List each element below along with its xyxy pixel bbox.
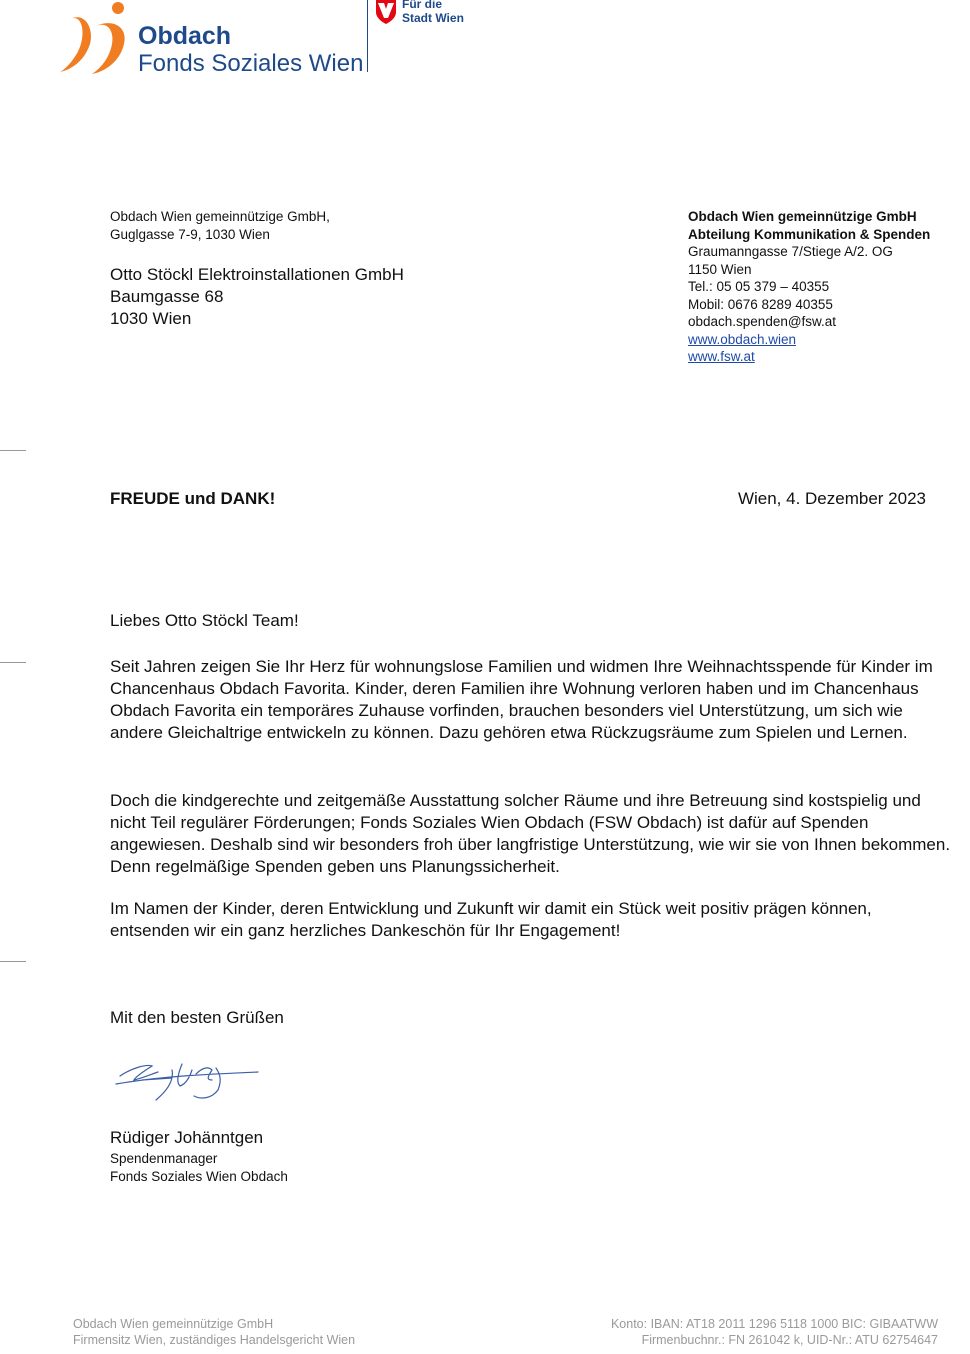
paragraph-text: Im Namen der Kinder, deren Entwicklung und Zukunft wir damit ein Stück weit positiv prägen können, entsenden wir ein ganz herzliches Dankeschön für Ihr Engagement! xyxy=(110,899,872,940)
recipient-street: Baumgasse 68 xyxy=(110,287,224,306)
contact-dept: Abteilung Kommunikation & Spenden xyxy=(688,226,931,242)
contact-email: obdach.spenden@fsw.at xyxy=(688,314,837,329)
logo-divider xyxy=(367,0,368,72)
letter-paragraph-2 xyxy=(110,790,955,878)
paragraph-text: Doch die kindgerechte und zeitgemäße Ausstattung solcher Räume und ihre Betreuung sind kostspielig und nicht Teil regulärer Förderungen; Fonds Soziales Wien Obdach (FSW Obdach) ist dafür auf Spenden angewiesen. Deshalb sind wir besonders froh über langfristige Unterstützung, wie wir sie von Ihnen bekommen. Denn regelmäßige Spenden geben uns Planungssicherheit. xyxy=(110,791,951,876)
footer-left xyxy=(73,1316,355,1348)
handwritten-signature-icon xyxy=(112,1050,262,1106)
logo-brand: Obdach xyxy=(138,22,232,50)
contact-mobile: Mobil: 0676 8289 40355 xyxy=(688,296,833,312)
paragraph-text: Seit Jahren zeigen Sie Ihr Herz für wohnungslose Familien und widmen Ihre Weihnachtsspende für Kinder im Chancenhaus Obdach Favorita. Kinder, deren Familien ihre Wohnung verloren haben und im Chancenhaus Obdach Favorita ein temporäres Zuhause vorfinden, brauchen besonders viel Unterstützung, um sich wie andere Gleichaltrige entwickeln zu können. Dazu gehören etwa Rückzugsräume zum Spielen und Lernen. xyxy=(110,657,933,742)
signer-info xyxy=(110,1150,288,1185)
recipient-name: Otto Stöckl Elektroinstallationen GmbH xyxy=(110,265,404,284)
letter-date: Wien, 4. Dezember 2023 xyxy=(737,489,926,508)
website-link-obdach[interactable]: www.obdach.wien xyxy=(688,331,797,347)
closing-text: Mit den besten Grüßen xyxy=(110,1008,284,1027)
logo-subtitle: Fonds Soziales Wien xyxy=(138,50,364,77)
footer-bank: Konto: IBAN: AT18 2011 1296 5118 1000 BIC: GIBAATWW xyxy=(610,1317,938,1331)
letter-closing xyxy=(110,1007,955,1029)
contact-tel: Tel.: 05 05 379 – 40355 xyxy=(688,279,830,294)
letter-subject: FREUDE und DANK! xyxy=(110,489,276,508)
city-logo-line1: Für die xyxy=(402,0,443,11)
recipient-address xyxy=(110,264,404,330)
website-link-fsw[interactable]: www.fsw.at xyxy=(688,349,755,364)
footer-registry: Firmenbuchnr.: FN 261042 k, UID-Nr.: ATU 62754647 xyxy=(641,1333,938,1347)
contact-street: Graumanngasse 7/Stiege A/2. OG xyxy=(688,244,893,259)
contact-block xyxy=(688,208,930,366)
contact-org: Obdach Wien gemeinnützige GmbH xyxy=(688,209,917,224)
letter-paragraph-1 xyxy=(110,656,955,744)
recipient-city: 1030 Wien xyxy=(110,309,192,328)
fold-mark xyxy=(0,450,26,451)
city-logo-line2: Stadt Wien xyxy=(402,11,464,25)
obdach-logo-icon xyxy=(58,0,130,76)
sender-line1: Obdach Wien gemeinnützige GmbH, xyxy=(110,209,330,224)
footer-right xyxy=(611,1316,938,1348)
wien-shield-icon xyxy=(376,0,396,24)
city-logo-text xyxy=(402,0,464,25)
letter-paragraph-3 xyxy=(110,898,955,942)
sender-address xyxy=(110,208,330,243)
letter-greeting xyxy=(110,610,955,632)
signer-name: Rüdiger Johänntgen xyxy=(110,1128,264,1147)
signer-org: Fonds Soziales Wien Obdach xyxy=(110,1168,288,1184)
contact-city: 1150 Wien xyxy=(688,261,752,277)
fold-mark xyxy=(0,961,26,962)
signer-title: Spendenmanager xyxy=(110,1151,218,1166)
footer-court: Firmensitz Wien, zuständiges Handelsgericht Wien xyxy=(73,1333,356,1347)
footer-company: Obdach Wien gemeinnützige GmbH xyxy=(73,1317,274,1331)
fold-mark xyxy=(0,662,26,663)
sender-line2: Guglgasse 7-9, 1030 Wien xyxy=(110,226,270,242)
greeting-text: Liebes Otto Stöckl Team! xyxy=(110,611,299,630)
